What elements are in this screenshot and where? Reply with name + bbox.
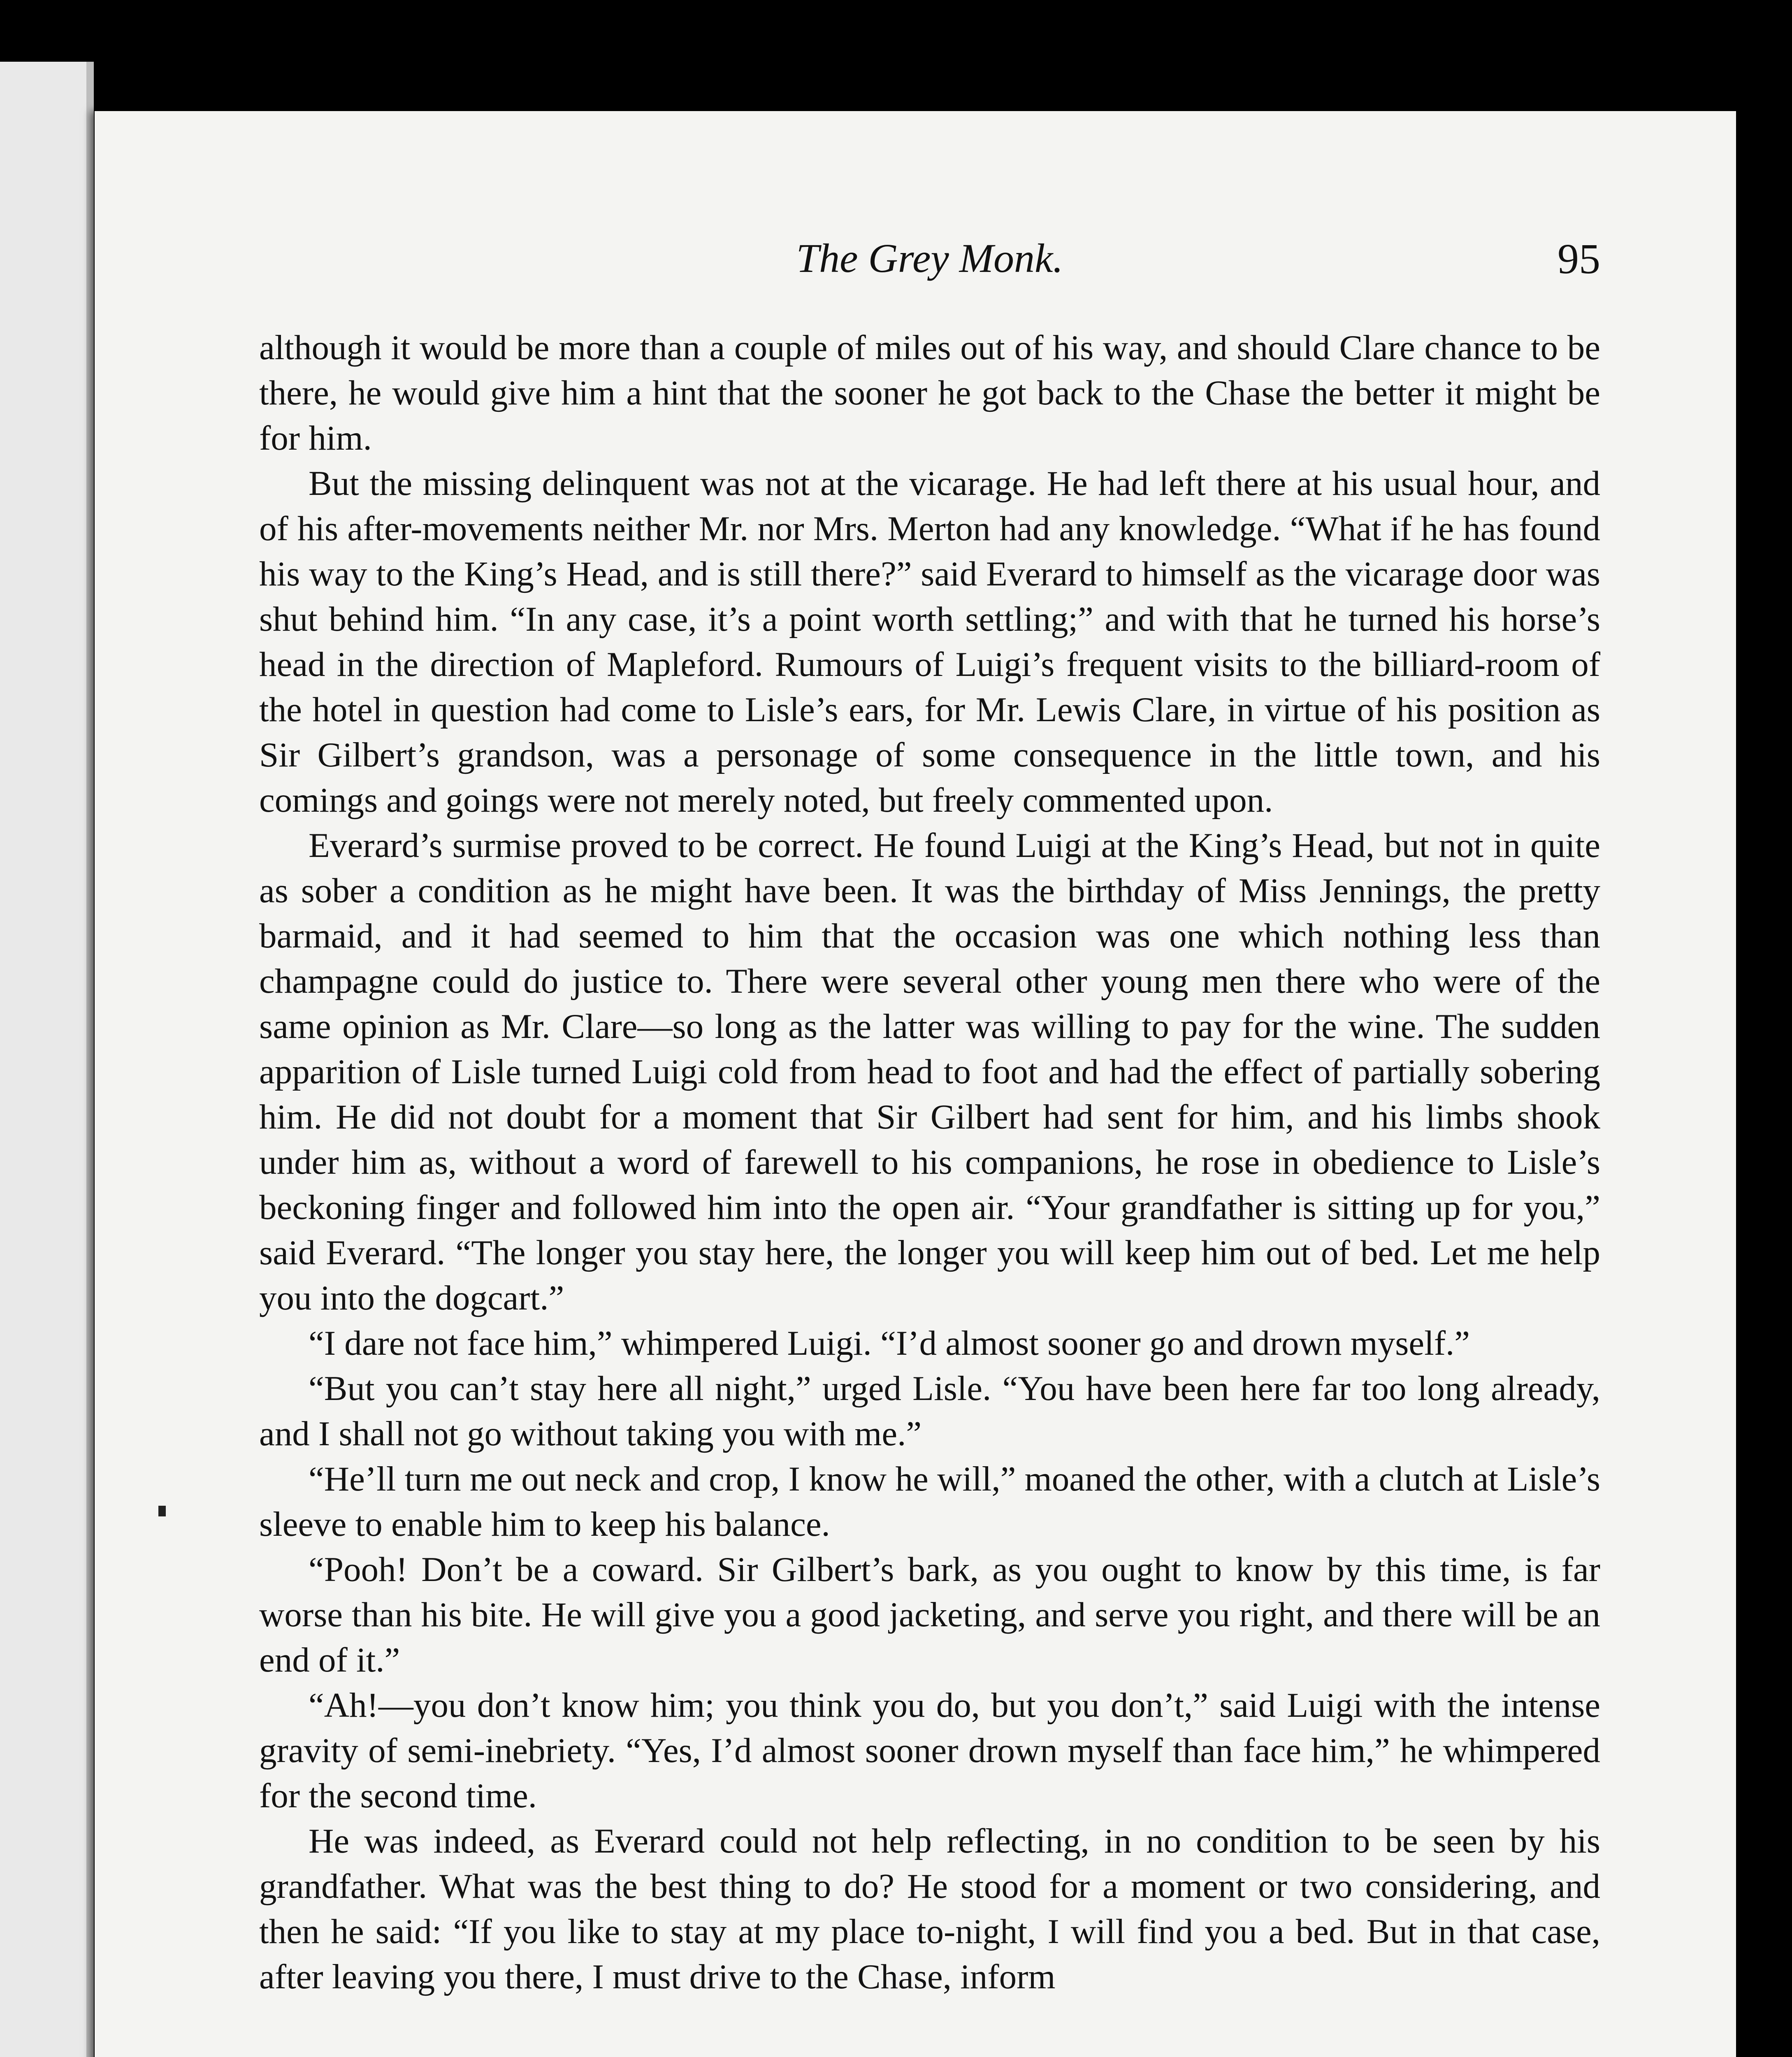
page-number: 95 bbox=[1558, 235, 1600, 283]
paragraph: Everard’s surmise proved to be correct. He found Luigi at the King’s Head, but not in quite as sober a condition as he might have been. It was the birthday of Miss Jennings, the pretty barmaid, and it had seemed to him that the occasion was one which nothing less than champagne could do justice to. There were several other young men there who were of the same opinion as Mr. Clare—so long as the latter was willing to pay for the wine. The sudden apparition of Lisle turned Luigi cold from head to foot and had the effect of partially sobering him. He did not doubt for a moment that Sir Gilbert had sent for him, and his limbs shook under him as, without a word of farewell to his companions, he rose in obedience to Lisle’s beckoning finger and followed him into the open air. “Your grandfather is sitting up for you,” said Everard. “The longer you stay here, the longer you will keep him out of bed. Let me help you into the dogcart.” bbox=[259, 826, 1600, 1317]
margin-mark bbox=[158, 1506, 166, 1516]
paragraph: “But you can’t stay here all night,” urged Lisle. “You have been here far too long already, and I shall not go without taking you with me.” bbox=[259, 1369, 1600, 1453]
running-head bbox=[259, 234, 1600, 292]
paragraph: “He’ll turn me out neck and crop, I know he will,” moaned the other, with a clutch at Lisle’s sleeve to enable him to keep his balance. bbox=[259, 1460, 1600, 1544]
paragraph: although it would be more than a couple of miles out of his way, and should Clare chance to be there, he would give him a hint that the sooner he got back to the Chase the better it might be for him. bbox=[259, 328, 1600, 457]
paragraph: “I dare not face him,” whimpered Luigi. “I’d almost sooner go and drown myself.” bbox=[309, 1324, 1470, 1363]
paragraph: “Pooh! Don’t be a coward. Sir Gilbert’s bark, as you ought to know by this time, is far worse than his bite. He will give you a good jacketing, and serve you right, and there will be an end of it.” bbox=[259, 1550, 1600, 1679]
running-title: The Grey Monk. bbox=[796, 235, 1063, 281]
adjacent-page-edge bbox=[0, 62, 94, 2057]
book-page bbox=[95, 111, 1736, 2057]
paragraph: “Ah!—you don’t know him; you think you do, but you don’t,” said Luigi with the intense gravity of semi-inebriety. “Yes, I’d almost sooner drown myself than face him,” he whimpered for the second time. bbox=[259, 1686, 1600, 1815]
body-text bbox=[259, 325, 1600, 1999]
paragraph: But the missing delinquent was not at the vicarage. He had left there at his usual hour, and of his after-movements neither Mr. nor Mrs. Merton had any knowledge. “What if he has found his way to the King’s Head, and is still there?” said Everard to himself as the vicarage door was shut behind him. “In any case, it’s a point worth settling;” and with that he turned his horse’s head in the direction of Mapleford. Rumours of Luigi’s frequent visits to the billiard-room of the hotel in question had come to Lisle’s ears, for Mr. Lewis Clare, in virtue of his position as Sir Gilbert’s grandson, was a personage of some consequence in the little town, and his comings and goings were not merely noted, but freely commented upon. bbox=[259, 464, 1600, 820]
paragraph: He was indeed, as Everard could not help reflecting, in no condition to be seen by his grandfather. What was the best thing to do? He stood for a moment or two considering, and then he said: “If you like to stay at my place to-night, I will find you a bed. But in that case, after leaving you there, I must drive to the Chase, inform bbox=[259, 1822, 1600, 1996]
